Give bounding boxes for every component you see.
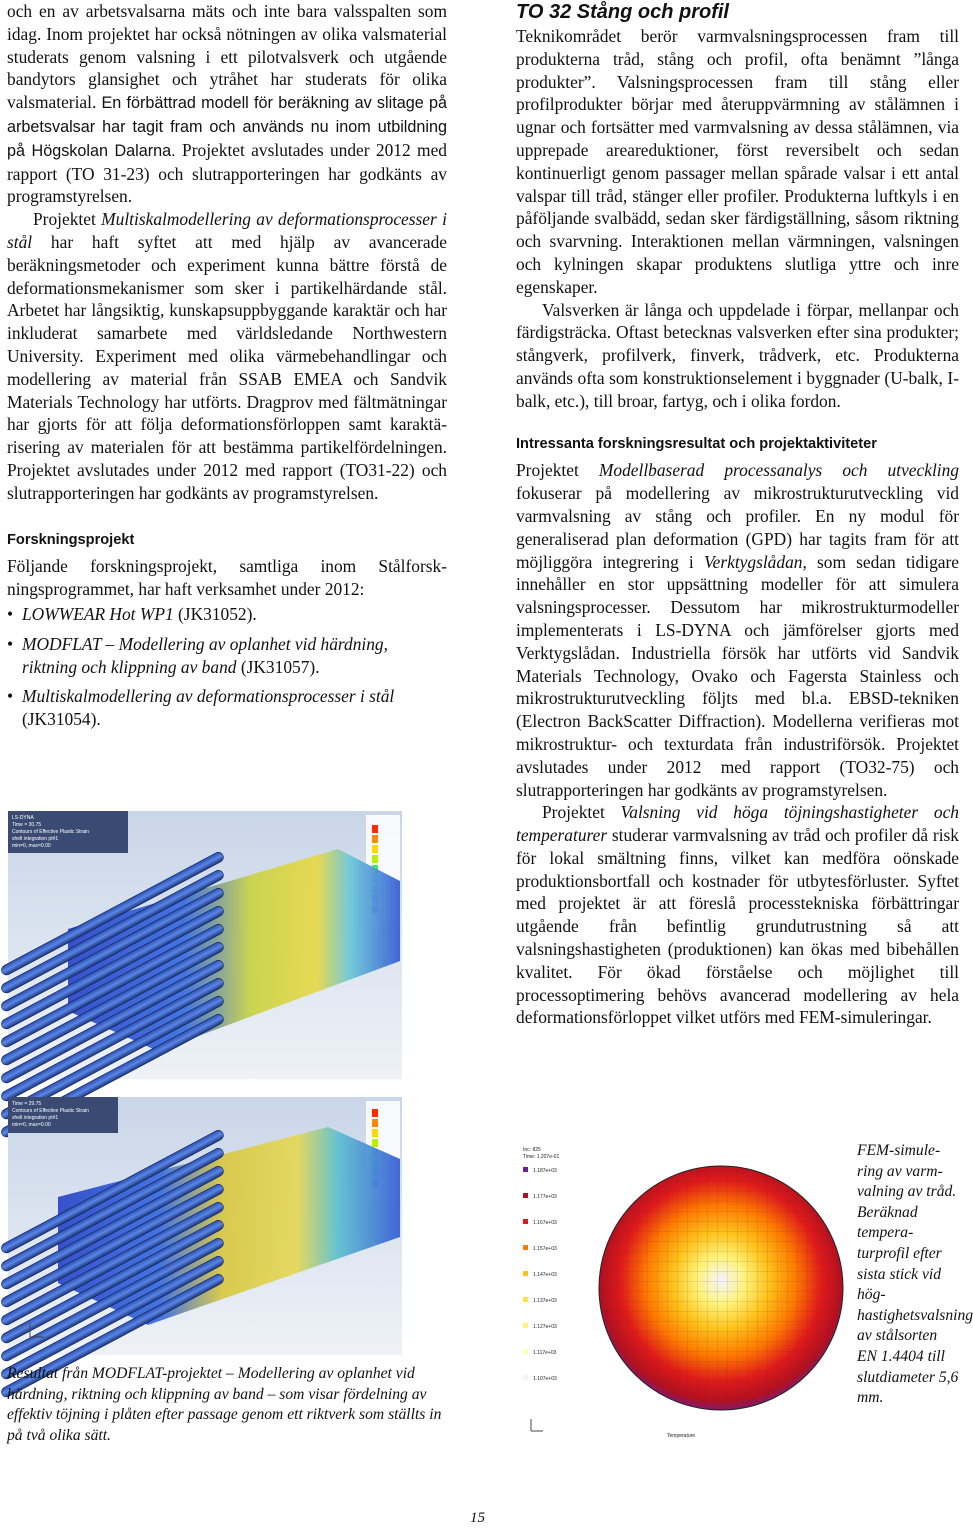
project-list: [7, 603, 447, 731]
modflat-figure-caption: Resultat från MODFLAT-projektet – Modellering av oplanhet vid härdning, riktning och klippning av band – som visar fördelning av effektiv töjning i plåten efter passage genom ett riktverk som ställts in på två olika sätt.: [7, 1365, 442, 1444]
project-code: (JK31052).: [173, 603, 257, 624]
para2-start: Projektet: [33, 209, 102, 230]
project-list-item: [7, 685, 447, 731]
project-list-item: [7, 603, 447, 626]
svg-text:shell integration pt#1: shell integration pt#1: [12, 1115, 59, 1121]
project-title: MODFLAT – Modellering av oplanhet vid härdning, riktning och klippning av band: [22, 633, 388, 677]
para4-start: Projektet: [542, 802, 621, 823]
fem-temperature-image: [517, 1141, 845, 1443]
subheading-research-results: Intressanta forskningsresultat och projektaktiviteter: [516, 435, 877, 452]
modflat-simulation-image-2: [8, 1097, 402, 1355]
para4-project-title: Valsning vid höga töjningshastigheter och temperaturer: [516, 802, 959, 846]
section-heading-to32: TO 32 Stång och profil: [516, 1, 729, 23]
para3-project-title: Modellbaserad processanalys och utveckling: [598, 460, 959, 481]
svg-text:Inc: 825: Inc: 825: [523, 1147, 541, 1153]
fem-figure-caption: FEM-simulering av varmvalning av tråd. Beräknad temperaturprofil efter sista stick vid höghastighetsvalsning av stålsorten EN 1.4404 till slutdiameter 5,6 mm.: [857, 1142, 973, 1407]
para4-rest: studerar varmvalsning av tråd och profiler då risk för lokal smältning finns, vilket kan medföra oönskade produktionsbortfall och kostnader för utbytesförluster. Syftet med projektet är att föreslå processtekniska förbättringar utgående från befintlig grundutrustning så att valsningshastigheten (produktionen) kan ökas med bibehållen kvalitet. För ökad förståelse och möjlighet till processoptimering behövs avancerad modellering av hela deformationsförloppet vilket utförs med FEM-simuleringar.: [516, 825, 959, 1028]
legend-value: 1.117e+03: [533, 1350, 557, 1356]
left-column: [7, 0, 447, 738]
left-paragraph-1: [7, 0, 447, 208]
para1-line1: och en av arbetsvalsarna mäts och inte bara valsspalten: [7, 1, 412, 21]
page-number: 15: [470, 1510, 485, 1526]
legend-value: 1.157e+03: [533, 1246, 557, 1252]
legend-value: 1.137e+03: [533, 1298, 557, 1304]
svg-text:min=0, max=0.00: min=0, max=0.00: [12, 1122, 51, 1128]
svg-text:Contours of Effective Plastic: Contours of Effective Plastic Strain: [12, 1108, 89, 1114]
right-column: [516, 0, 959, 1029]
modflat-simulation-image-1: [8, 811, 402, 1079]
legend-value: 1.187e+03: [533, 1168, 557, 1174]
right-paragraph-4: [516, 801, 959, 1029]
para3-rest: , som sedan tidigare innehåller en stor uppsättning modeller för att simulera valsningsprocesser. Dessutom har mikrostrukturmodeller implementerats i LS-DYNA och jämförelser gjorts med Verktygslådan. Industriella försök har utförts vid Sandvik Materials Technology, Ovako och Fagersta Stainless och mikrostrukturutveckling följts med bl.a. EBSD-tekniken (Electron BackScatter Diffraction). Modellerna verifieras mot mikrostruktur- och texturdata från industriförsök. Projektet avslutades under 2012 med rapport (TO32-75) och slutrapporteringen har godkänts av programstyrelsen.: [516, 551, 960, 800]
para3-mid: fokuserar på modellering av mikrostrukturutveckling vid varmvalsning av stång och profiler. En ny modul för generaliserad plan deformation (GPD) har tagits fram för att möjliggöra integrering i: [516, 483, 959, 572]
para3-tool-name: Verktygslådan: [703, 551, 803, 572]
left-paragraph-2: [7, 208, 447, 504]
svg-text:min=0, max=0.00: min=0, max=0.00: [12, 843, 51, 849]
para1-end: Projektet avslutades under 2012 med rapport (TO 31-23) och slutrapporteringen har godkänts av programstyrelsen.: [7, 139, 447, 207]
legend-value: 1.177e+03: [533, 1194, 557, 1200]
legend-value: 1.127e+03: [533, 1324, 557, 1330]
right-paragraph-2: Valsverken är långa och uppdelade i förpar, mellanpar och färdigsträcka. Oftast betecknas valsverken efter sina produkter; stångverk, profilverk, finverk, trådverk, etc. Produkterna används ofta som konstruktionselement i byggnader (U-balk, I-balk, etc.), till broar, fartyg, och i olika fordon.: [516, 299, 959, 411]
left-paragraph-3: Följande forskningsprojekt, samtliga inom Stålforskningsprogrammet, har haft verksamhet under 2012:: [7, 556, 447, 600]
project-code: (JK31054).: [22, 709, 101, 730]
svg-text:Time: 1.207e-01: Time: 1.207e-01: [523, 1154, 560, 1160]
svg-text:LS-DYNA: LS-DYNA: [12, 815, 34, 821]
svg-text:Time = 29.75: Time = 29.75: [12, 1101, 42, 1107]
project-code: (JK31057).: [236, 656, 320, 677]
legend-value: 1.167e+03: [533, 1220, 557, 1226]
svg-text:shell integration pt#1: shell integration pt#1: [12, 836, 59, 842]
para2-rest: har haft syftet att med hjälp av avancerade beräkningsmetoder och experiment kunna bättre förstå de deformationsmekanismer som sker i partikelhärdande stål. Arbetet har långsiktig, kunskapsuppbyggande karaktär och har inkluderat samarbete med världsledande Northwestern University. Experiment med olika värmebehandlingar och modellering av material från SSAB EMEA och Sandvik Materials Technology har utförts. Dragprov med fältmätningar har gjorts för att följa deformationsförloppen samt karaktärisering av materialen för att bestämma partikelfördelningen. Projektet avslutades under 2012 med rapport (TO31-22) och slutrapporteringen har godkänts av programstyrelsen.: [7, 231, 447, 503]
project-list-item: [7, 633, 447, 679]
legend-value: 1.147e+03: [533, 1272, 557, 1278]
right-paragraph-3: [516, 459, 959, 801]
section-heading-forskningsprojekt: Forskningsprojekt: [7, 531, 135, 548]
project-title: LOWWEAR Hot WP1: [22, 603, 174, 624]
fem-footer-label: Temperature: [667, 1433, 696, 1439]
para1-rest: som idag. Inom projektet har också nötningen av olika valsmaterial studerats genom valsning i ett pilotvalsverk och utgående bandytors glansighet och ytråhet har studerats för olika valsmaterial.: [7, 1, 447, 113]
para1-sans: En förbättrad modell för beräkning av slitage på arbetsvalsar har tagit fram och används nu inom utbildning på Högskolan Dalarna.: [7, 94, 447, 160]
project-title: Multiskalmodellering av deformationsprocesser i stål: [22, 686, 395, 707]
right-paragraph-1: Teknikområdet berör varmvalsningsprocessen fram till produkterna tråd, stång och profil, ofta benämnt ”långa produkter”. Valsningsprocessen fram till stång eller profilprodukter börjar med återuppvärmning av stålämnen i ugnar och fortsätter med varmvalsning av dessa stålämnen, via upprepade areareduktioner, först reversibelt och sedan kontinuerligt genom passager mellan spårade valsar i ett antal valspar till tråd, stänger eller profiler. Produkterna luftkyls i en påföljande svalbädd, sedan sker färdigställning, såsom riktning och svarvning. Interaktionen mellan värmningen, valsningen och kylningen skapar produktens slutliga yttre och inre egenskaper.: [516, 26, 959, 297]
legend-value: 1.107e+03: [533, 1376, 557, 1382]
svg-text:Contours of Effective Plastic: Contours of Effective Plastic Strain: [12, 829, 89, 835]
para3-start: Projektet: [516, 460, 599, 481]
svg-text:Time = 30.75: Time = 30.75: [12, 822, 42, 828]
para2-project-title: Multiskalmodellering av deformationsprocesser i stål: [7, 209, 447, 252]
